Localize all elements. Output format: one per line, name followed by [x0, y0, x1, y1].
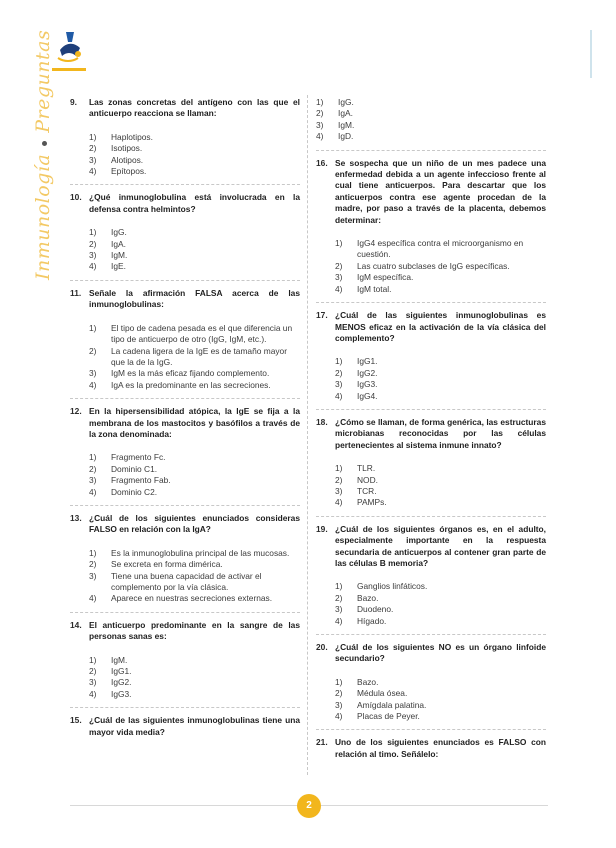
option-list [335, 238, 546, 295]
option-number: 1) [335, 356, 343, 367]
answer-option [335, 272, 546, 283]
option-text: IgM. [111, 250, 128, 261]
option-text: Bazo. [357, 676, 379, 687]
option-text: IgM es la más eficaz fijando complemento. [111, 368, 270, 379]
question-separator [70, 505, 300, 506]
option-number: 3) [89, 368, 97, 379]
answer-option [335, 356, 546, 367]
option-number: 1) [335, 581, 343, 592]
answer-option [89, 655, 300, 666]
question-number: 15. [70, 715, 82, 726]
option-number: 1) [89, 227, 97, 238]
answer-option [89, 487, 300, 498]
option-text: Aparece en nuestras secreciones externas. [111, 593, 273, 604]
option-list [335, 356, 546, 402]
question-number: 17. [316, 310, 328, 321]
answer-option [335, 688, 546, 699]
question-block [316, 737, 546, 760]
option-text: IgM total. [357, 283, 392, 294]
option-text: IgD. [338, 131, 354, 142]
question-separator [70, 707, 300, 708]
question-block [70, 97, 300, 177]
option-text: Las cuatro subclases de IgG específicas. [357, 260, 510, 271]
answer-option [89, 250, 300, 261]
option-text: Amígdala palatina. [357, 699, 427, 710]
option-number: 2) [335, 367, 343, 378]
question-separator [70, 184, 300, 185]
option-number: 3) [335, 699, 343, 710]
question-number: 18. [316, 416, 328, 427]
answer-option [335, 616, 546, 627]
option-number: 3) [335, 379, 343, 390]
option-text: IgG2. [357, 367, 378, 378]
answer-option [335, 700, 546, 711]
answer-option [335, 677, 546, 688]
option-text: IgA. [111, 238, 126, 249]
question-separator [70, 612, 300, 613]
option-number: 2) [89, 345, 97, 356]
question-text: ¿Cuál de los siguientes órganos es, en el adulto, especialmente importante en la respuesta secundaria de anticuerpos al contener gran parte de las células B memoria? [335, 523, 546, 568]
option-number: 2) [335, 474, 343, 485]
option-text: Placas de Peyer. [357, 711, 420, 722]
answer-option [335, 391, 546, 402]
option-text: IgG3. [357, 379, 378, 390]
question-text: ¿Qué inmunoglobulina está involucrada en la defensa contra helmintos? [89, 192, 300, 214]
option-number: 4) [89, 261, 97, 272]
option-number: 3) [89, 154, 97, 165]
option-list [89, 323, 300, 391]
question-text: ¿Cuál de las siguientes inmunoglobulinas tiene una mayor vida media? [89, 715, 300, 737]
logo-underline [52, 68, 86, 71]
option-list [335, 463, 546, 509]
answer-option [89, 475, 300, 486]
option-text: Isotipos. [111, 143, 143, 154]
option-list [335, 677, 546, 723]
option-text: IgM. [111, 654, 128, 665]
option-number: 4) [335, 615, 343, 626]
option-number: 1) [335, 463, 343, 474]
answer-option [335, 368, 546, 379]
option-number: 3) [89, 570, 97, 581]
question-separator [316, 634, 546, 635]
option-text: Haplotipos. [111, 131, 153, 142]
option-number: 2) [89, 463, 97, 474]
answer-option [89, 593, 300, 604]
answer-option [316, 97, 546, 108]
option-text: Es la inmunoglobulina principal de las mucosas. [111, 547, 290, 558]
question-number: 13. [70, 512, 82, 523]
question-text: Se sospecha que un niño de un mes padece una enfermedad debida a un agente infeccioso frente al cual tiene anticuerpos. Para descartar que los anticuerpos contra ese agente procedan de la madre, por paso a través de la placenta, debemos determinar: [335, 157, 546, 225]
option-text: Dominio C1. [111, 463, 158, 474]
answer-option [89, 571, 300, 594]
option-text: Alotipos. [111, 154, 144, 165]
answer-option [89, 166, 300, 177]
question-block [70, 513, 300, 605]
question-text: Las zonas concretas del antígeno con las que el anticuerpo reacciona se llaman: [89, 97, 300, 119]
option-text: IgG4. [357, 390, 378, 401]
question-number: 20. [316, 642, 328, 653]
continued-options [316, 97, 546, 143]
right-question-column [316, 97, 546, 760]
option-number: 3) [335, 272, 343, 283]
answer-option [335, 379, 546, 390]
option-list [89, 452, 300, 498]
question-text: El anticuerpo predominante en la sangre de las personas sanas es: [89, 619, 300, 642]
option-number: 2) [89, 559, 97, 570]
answer-option [335, 238, 546, 261]
option-text: IgG. [111, 227, 127, 238]
answer-option [335, 486, 546, 497]
answer-option [89, 677, 300, 688]
answer-option [316, 120, 546, 131]
question-number: 19. [316, 523, 328, 534]
option-text: Duodeno. [357, 604, 394, 615]
answer-option [89, 227, 300, 238]
question-block [70, 406, 300, 498]
answer-option [335, 593, 546, 604]
left-question-column [70, 97, 300, 738]
answer-option [316, 108, 546, 119]
option-text: IgG3. [111, 688, 132, 699]
answer-option [335, 604, 546, 615]
question-separator [316, 516, 546, 517]
answer-option [89, 323, 300, 346]
answer-option [316, 131, 546, 142]
option-text: IgG1. [357, 356, 378, 367]
answer-option [89, 464, 300, 475]
question-separator [70, 280, 300, 281]
option-number: 4) [335, 390, 343, 401]
option-text: IgM específica. [357, 272, 414, 283]
answer-option [89, 548, 300, 559]
option-number: 2) [335, 592, 343, 603]
option-text: NOD. [357, 474, 378, 485]
option-number: 2) [89, 143, 97, 154]
option-number: 3) [89, 475, 97, 486]
option-number: 2) [335, 688, 343, 699]
option-number: 4) [89, 166, 97, 177]
question-text: ¿Cuál de los siguientes NO es un órgano linfoide secundario? [335, 642, 546, 664]
option-number: 2) [89, 238, 97, 249]
option-number: 1) [316, 97, 324, 107]
option-text: IgG2. [111, 677, 132, 688]
option-text: TCR. [357, 485, 377, 496]
option-text: IgE. [111, 261, 126, 272]
option-text: La cadena ligera de la IgE es de tamaño mayor que la de la IgG. [111, 345, 287, 367]
option-text: Se excreta en forma dimérica. [111, 559, 223, 570]
question-text: ¿Cómo se llaman, de forma genérica, las estructuras microbianas reconocidas por las células pertenecientes al sistema inmune innato? [335, 416, 546, 450]
option-number: 4) [89, 593, 97, 604]
question-block [316, 642, 546, 722]
question-text: En la hipersensibilidad atópica, la IgE se fija a la membrana de los mastocitos y basófilos a través de la zona denominada: [89, 406, 300, 439]
answer-option [335, 497, 546, 508]
question-number: 12. [70, 406, 82, 417]
question-block [70, 620, 300, 700]
option-number: 3) [89, 677, 97, 688]
question-number: 11. [70, 287, 82, 298]
page-number: 2 [297, 794, 321, 818]
question-number: 9. [70, 97, 77, 107]
question-block [70, 192, 300, 272]
side-label-subject: Inmunología [32, 153, 54, 280]
option-number: 3) [89, 250, 97, 261]
option-number: 4) [316, 131, 324, 142]
option-number: 4) [89, 688, 97, 699]
side-label-type: Preguntas [32, 29, 54, 133]
question-text: Uno de los siguientes enunciados es FALSO con relación al timo. Señálelo: [335, 737, 546, 759]
option-number: 3) [316, 119, 324, 130]
option-number: 4) [335, 711, 343, 722]
answer-option [335, 463, 546, 474]
question-number: 10. [70, 192, 82, 203]
margin-rule [590, 30, 592, 78]
question-separator [316, 302, 546, 303]
answer-option [89, 689, 300, 700]
question-number: 21. [316, 737, 328, 748]
option-number: 3) [335, 485, 343, 496]
option-number: 1) [89, 322, 97, 333]
answer-option [89, 132, 300, 143]
option-text: IgA es la predominante en las secreciones. [111, 379, 271, 390]
option-text: PAMPs. [357, 497, 387, 508]
answer-option [335, 475, 546, 486]
answer-option [89, 559, 300, 570]
answer-option [89, 368, 300, 379]
option-text: Fragmento Fab. [111, 475, 171, 486]
question-separator [316, 150, 546, 151]
option-number: 4) [89, 486, 97, 497]
answer-option [335, 284, 546, 295]
option-text: Médula ósea. [357, 688, 408, 699]
question-block [316, 310, 546, 402]
question-text: ¿Cuál de las siguientes inmunoglobulinas es MENOS eficaz en la activación de la vía clásica del complemento? [335, 310, 546, 343]
section-side-label [32, 30, 54, 280]
option-number: 1) [335, 238, 343, 249]
option-text: IgG. [338, 97, 354, 107]
option-number: 4) [335, 283, 343, 294]
option-number: 1) [89, 547, 97, 558]
option-text: Hígado. [357, 615, 387, 626]
column-divider [307, 95, 308, 775]
option-text: TLR. [357, 463, 376, 474]
question-separator [316, 409, 546, 410]
answer-option [89, 261, 300, 272]
bullet-icon [42, 141, 47, 146]
option-number: 2) [316, 108, 324, 119]
option-text: IgG4 específica contra el microorganismo en cuestión. [357, 238, 524, 260]
answer-option [335, 711, 546, 722]
answer-option [335, 581, 546, 592]
answer-option [89, 346, 300, 369]
option-text: Epítopos. [111, 166, 147, 177]
option-number: 2) [89, 666, 97, 677]
option-number: 1) [89, 452, 97, 463]
option-text: Fragmento Fc. [111, 452, 166, 463]
answer-option [89, 239, 300, 250]
option-number: 4) [89, 379, 97, 390]
question-block [316, 417, 546, 509]
option-list [89, 227, 300, 273]
option-number: 1) [335, 676, 343, 687]
question-block [316, 524, 546, 627]
option-text: IgA. [338, 108, 353, 119]
question-block [316, 158, 546, 295]
question-text: ¿Cuál de los siguientes enunciados consideras FALSO en relación con la IgA? [89, 512, 300, 535]
question-block [70, 288, 300, 391]
option-number: 1) [89, 131, 97, 142]
option-text: Bazo. [357, 592, 379, 603]
option-text: El tipo de cadena pesada es el que diferencia un tipo de anticuerpo de otro (IgG, IgM, etc.). [111, 322, 293, 345]
option-number: 1) [89, 654, 97, 665]
option-list [335, 581, 546, 627]
question-separator [316, 729, 546, 730]
option-list [89, 132, 300, 178]
question-block [70, 715, 300, 738]
answer-option [89, 666, 300, 677]
option-number: 4) [335, 497, 343, 508]
answer-option [89, 155, 300, 166]
option-list [89, 548, 300, 605]
question-text: Señale la afirmación FALSA acerca de las inmunoglobulinas: [89, 287, 300, 310]
option-text: IgG1. [111, 666, 132, 677]
option-list [89, 655, 300, 701]
option-text: IgM. [338, 119, 355, 130]
answer-option [89, 380, 300, 391]
option-text: Dominio C2. [111, 486, 158, 497]
question-separator [70, 398, 300, 399]
question-number: 16. [316, 157, 328, 168]
option-text: Tiene una buena capacidad de activar el complemento por la vía clásica. [111, 570, 262, 592]
answer-option [89, 452, 300, 463]
question-number: 14. [70, 619, 82, 630]
answer-option [89, 143, 300, 154]
option-text: Ganglios linfáticos. [357, 581, 428, 592]
option-number: 3) [335, 604, 343, 615]
option-number: 2) [335, 260, 343, 271]
answer-option [335, 261, 546, 272]
